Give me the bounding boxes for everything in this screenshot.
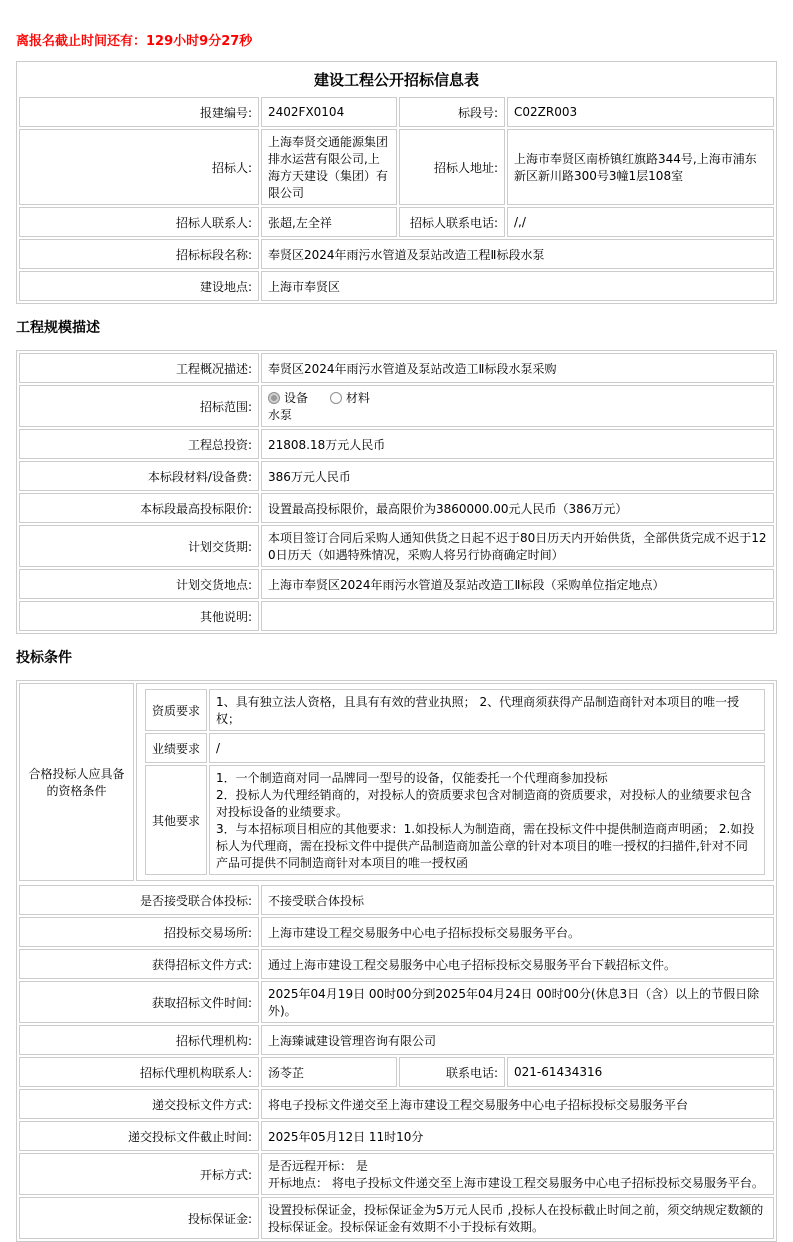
material-radio-label: 材料 [345, 391, 370, 405]
table-row [19, 1121, 774, 1151]
qualification-label: 合格投标人应具备的资格条件 [19, 683, 134, 881]
project-scale-grid [17, 351, 776, 633]
tenderee-contact-label: 招标人联系人: [19, 207, 259, 237]
bid-conditions-table [16, 680, 777, 1242]
table-row [19, 885, 774, 915]
performance-requirement-value: / [209, 733, 765, 763]
table-row [145, 689, 765, 731]
submit-method-value: 将电子投标文件递交至上海市建设工程交易服务中心电子招标投标交易服务平台 [261, 1089, 774, 1119]
table-row [19, 1089, 774, 1119]
opening-remote-line: 是否远程开标： 是 [268, 1159, 368, 1173]
bid-section-no-label: 标段号: [399, 97, 505, 127]
material-radio-unchecked[interactable] [330, 392, 342, 404]
report-no-value: 2402FX0104 [261, 97, 397, 127]
tenderee-phone-value: /,/ [507, 207, 774, 237]
doc-obtain-method-label: 获得招标文件方式: [19, 949, 259, 979]
trade-venue-label: 招投标交易场所: [19, 917, 259, 947]
other-note-value [261, 601, 774, 631]
overview-label: 工程概况描述: [19, 353, 259, 383]
qualification-grid [17, 681, 776, 883]
delivery-period-value: 本项目签订合同后采购人通知供货之日起不迟于80日历天内开始供货，全部供货完成不迟于120日历天（如遇特殊情况，采购人将另行协商确定时间） [261, 525, 774, 567]
overview-value: 奉贤区2024年雨污水管道及泵站改造工Ⅱ标段水泵采购 [261, 353, 774, 383]
table-row [19, 1153, 774, 1195]
agency-value: 上海臻诚建设管理咨询有限公司 [261, 1025, 774, 1055]
qualification-nested-cell [136, 683, 774, 881]
table-row [19, 429, 774, 459]
build-location-value: 上海市奉贤区 [261, 271, 774, 301]
submit-method-label: 递交投标文件方式: [19, 1089, 259, 1119]
total-investment-value: 21808.18万元人民币 [261, 429, 774, 459]
material-fee-value: 386万元人民币 [261, 461, 774, 491]
opening-method-label: 开标方式: [19, 1153, 259, 1195]
conditions-grid [17, 883, 776, 1241]
table-row [19, 1197, 774, 1239]
agency-label: 招标代理机构: [19, 1025, 259, 1055]
delivery-place-value: 上海市奉贤区2024年雨污水管道及泵站改造工Ⅱ标段（采购单位指定地点） [261, 569, 774, 599]
table-row [19, 525, 774, 567]
bid-scope-item: 水泵 [268, 408, 293, 422]
bid-scope-value [261, 385, 774, 427]
trade-venue-value: 上海市建设工程交易服务中心电子招标投标交易服务平台。 [261, 917, 774, 947]
tenderee-value: 上海奉贤交通能源集团排水运营有限公司,上海方天建设（集团）有限公司 [261, 129, 397, 205]
opening-method-value [261, 1153, 774, 1195]
project-scale-table [16, 350, 777, 634]
agency-phone-value: 021-61434316 [507, 1057, 774, 1087]
report-no-label: 报建编号: [19, 97, 259, 127]
bid-info-grid [17, 95, 776, 303]
agency-phone-label: 联系电话: [399, 1057, 505, 1087]
other-note-label: 其他说明: [19, 601, 259, 631]
deposit-value: 设置投标保证金，投标保证金为5万元人民币 ,投标人在投标截止时间之前，须交纳规定数额的投标保证金。投标保证金有效期不小于投标有效期。 [261, 1197, 774, 1239]
delivery-place-label: 计划交货地点: [19, 569, 259, 599]
table-row [19, 353, 774, 383]
delivery-period-label: 计划交货期: [19, 525, 259, 567]
table-row [19, 601, 774, 631]
other-requirement-value [209, 765, 765, 875]
agency-contact-value: 汤苓芷 [261, 1057, 397, 1087]
table-row [19, 461, 774, 491]
bid-scope-label: 招标范围: [19, 385, 259, 427]
table-row [19, 129, 774, 205]
opening-place-line: 开标地点： 将电子投标文件递交至上海市建设工程交易服务中心电子招标投标交易服务平台。 [268, 1176, 764, 1190]
table-row [19, 917, 774, 947]
table-row [19, 981, 774, 1023]
price-limit-value: 设置最高投标限价，最高限价为3860000.00元人民币（386万元） [261, 493, 774, 523]
other-requirement-label: 其他要求 [145, 765, 207, 875]
cert-requirement-label: 资质要求 [145, 689, 207, 731]
section-name-label: 招标标段名称: [19, 239, 259, 269]
agency-contact-label: 招标代理机构联系人: [19, 1057, 259, 1087]
other-requirement-item-2: 2．投标人为代理经销商的，对投标人的资质要求包含对制造商的资质要求，对投标人的业绩要求包含对投标设备的业绩要求。 [216, 788, 752, 819]
table-row [145, 733, 765, 763]
other-requirement-item-3: 3．与本招标项目相应的其他要求：1.如投标人为制造商，需在投标文件中提供制造商声明函； 2.如投标人为代理商，需在投标文件中提供产品制造商加盖公章的针对本项目的唯一授权的扫描件,针对不同产品可提供不同制造商针对本项目的唯一授权函 [216, 822, 755, 870]
bid-scope-options [268, 389, 767, 406]
submit-deadline-label: 递交投标文件截止时间: [19, 1121, 259, 1151]
section-name-value: 奉贤区2024年雨污水管道及泵站改造工程Ⅱ标段水泵 [261, 239, 774, 269]
tenderee-contact-value: 张超,左全祥 [261, 207, 397, 237]
material-fee-label: 本标段材料/设备费: [19, 461, 259, 491]
submit-deadline-value: 2025年05月12日 11时10分 [261, 1121, 774, 1151]
performance-requirement-label: 业绩要求 [145, 733, 207, 763]
equipment-radio-label: 设备 [284, 391, 309, 405]
doc-obtain-time-value: 2025年04月19日 00时00分到2025年04月24日 00时00分(休息3日（含）以上的节假日除外)。 [261, 981, 774, 1023]
other-requirement-item-1: 1．一个制造商对同一品牌同一型号的设备，仅能委托一个代理商参加投标 [216, 771, 608, 785]
signup-countdown [0, 0, 793, 61]
section-heading-project-scale: 工程规模描述 [16, 320, 100, 336]
doc-obtain-time-label: 获取招标文件时间: [19, 981, 259, 1023]
tenderee-address-label: 招标人地址: [399, 129, 505, 205]
table-row [19, 1025, 774, 1055]
table-row [145, 765, 765, 875]
tenderee-label: 招标人: [19, 129, 259, 205]
consortium-label: 是否接受联合体投标: [19, 885, 259, 915]
table-row [19, 569, 774, 599]
qualification-inner-grid [143, 687, 767, 877]
table-row [19, 271, 774, 301]
table-row [19, 97, 774, 127]
page-title: 建设工程公开招标信息表 [313, 71, 479, 89]
countdown-time: 129小时9分27秒 [146, 34, 253, 49]
doc-obtain-method-value: 通过上海市建设工程交易服务中心电子招标投标交易服务平台下载招标文件。 [261, 949, 774, 979]
build-location-label: 建设地点: [19, 271, 259, 301]
equipment-radio-checked[interactable] [268, 392, 280, 404]
table-row [19, 949, 774, 979]
cert-requirement-value: 1、具有独立法人资格，且具有有效的营业执照； 2、代理商须获得产品制造商针对本项目的唯一授权； [209, 689, 765, 731]
table-row [19, 493, 774, 523]
bid-info-table [16, 61, 777, 304]
table-row [19, 239, 774, 269]
deposit-label: 投标保证金: [19, 1197, 259, 1239]
table-row [19, 385, 774, 427]
consortium-value: 不接受联合体投标 [261, 885, 774, 915]
price-limit-label: 本标段最高投标限价: [19, 493, 259, 523]
bid-section-no-value: C02ZR003 [507, 97, 774, 127]
table-row [19, 683, 774, 881]
tenderee-phone-label: 招标人联系电话: [399, 207, 505, 237]
total-investment-label: 工程总投资: [19, 429, 259, 459]
tenderee-address-value: 上海市奉贤区南桥镇红旗路344号,上海市浦东新区新川路300号3幢1层108室 [507, 129, 774, 205]
table-row [19, 1057, 774, 1087]
section-heading-bid-conditions: 投标条件 [16, 650, 72, 666]
countdown-prefix: 离报名截止时间还有： [16, 34, 147, 49]
table-row [19, 207, 774, 237]
